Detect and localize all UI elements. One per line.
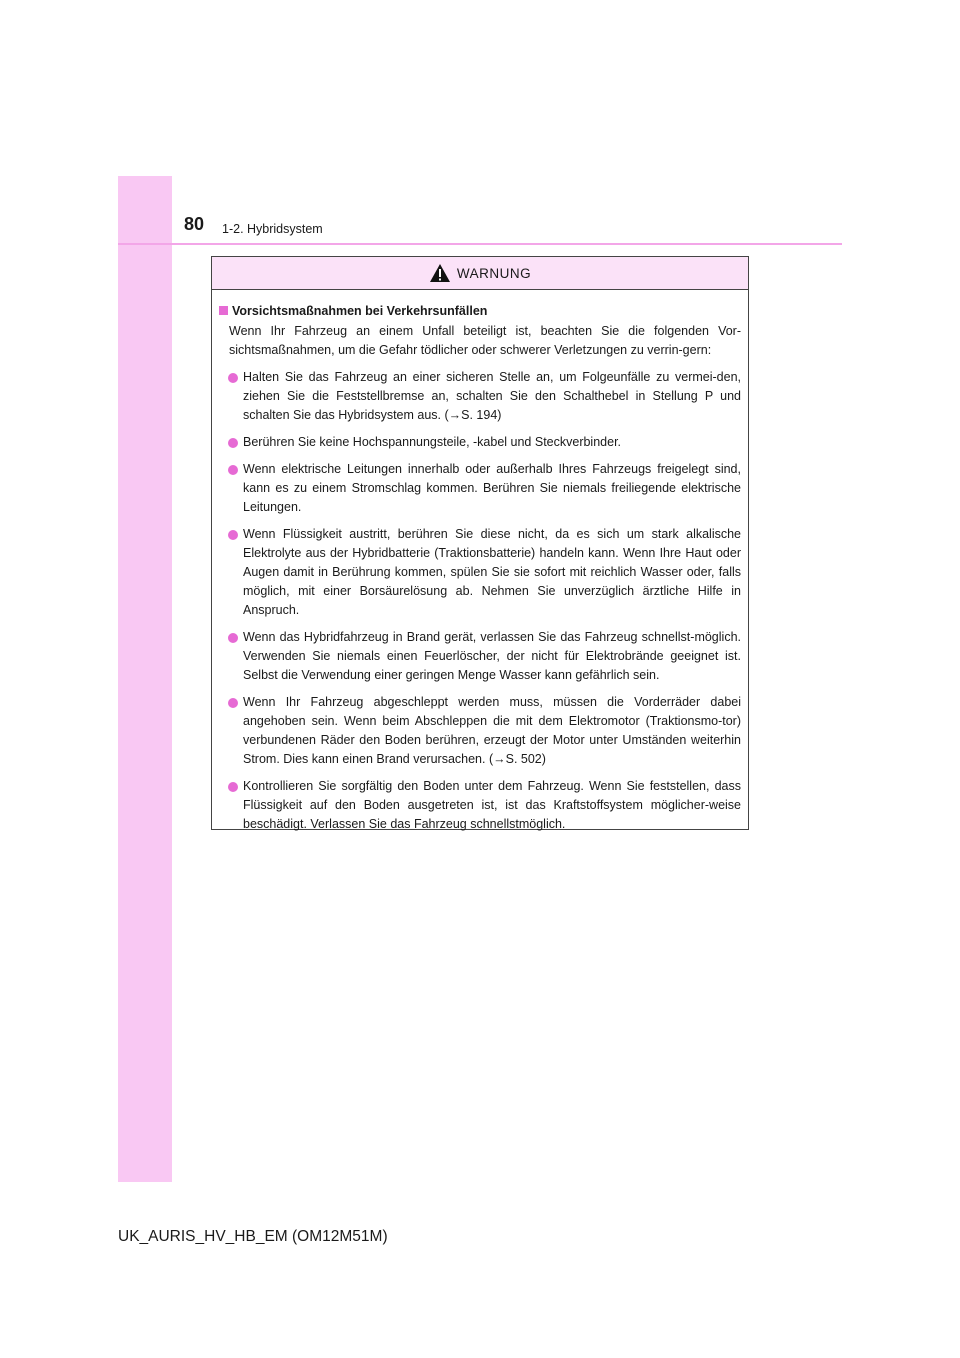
bullet-dot-icon [228,782,238,792]
bullet-dot-icon [228,633,238,643]
square-bullet-icon [219,306,228,315]
bullet-text: Wenn Ihr Fahrzeug abgeschleppt werden muss, müssen die Vorderräder dabei angehoben sein. Wenn beim Abschleppen die mit dem Elektromotor (Traktionsmo-tor) verbundenen Räder den Boden berühren, erzeugt der Motor unter Umständen weiterhin Strom. Dies kann einen Brand verursachen. (→S. 502) [243,695,741,766]
warning-body [212,290,748,834]
warning-box [211,256,749,830]
warning-intro: Wenn Ihr Fahrzeug an einem Unfall beteiligt ist, beachten Sie die folgenden Vor-sichtsmaßnahmen, um die Gefahr tödlicher oder schwerer Verletzungen zu verrin-gern: [229,324,741,357]
bullet-text: Wenn Flüssigkeit austritt, berühren Sie diese nicht, da es sich um stark alkalische Elektrolyte aus der Hybridbatterie (Traktionsbatterie) handeln kann. Wenn Ihre Haut oder Augen damit in Berührung kommen, spülen Sie sie sofort mit reichlich Wasser oder, falls möglich, mit einer Borsäurelösung ab. Nehmen Sie unverzüglich ärztliche Hilfe in Anspruch. [243,527,741,617]
page-number: 80 [184,214,205,234]
bullet-text: Wenn das Hybridfahrzeug in Brand gerät, verlassen Sie das Fahrzeug schnellst-möglich. Verwenden Sie niemals einen Feuerlöscher, der nicht für Elektrobrände geeignet ist. Selbst die Verwendung einer geringen Menge Wasser kann gefährlich sein. [243,630,741,682]
bullet-text: Berühren Sie keine Hochspannungsteile, -kabel und Steckverbinder. [243,435,622,449]
document-code: UK_AURIS_HV_HB_EM (OM12M51M) [118,1228,388,1245]
bullet-item [219,525,741,620]
side-color-bar [118,176,172,1182]
bullet-item [219,693,741,769]
warning-header [212,257,748,290]
section-title: 1-2. Hybridsystem [222,222,323,236]
bullet-dot-icon [228,698,238,708]
bullet-item [219,368,741,425]
bullet-text: Wenn elektrische Leitungen innerhalb oder außerhalb Ihres Fahrzeugs freigelegt sind, kann es zu einem Stromschlag kommen. Berühren Sie niemals freiliegende elektrische Leitungen. [243,462,741,514]
bullet-item [219,433,741,452]
warning-heading: Vorsichtsmaßnahmen bei Verkehrsunfällen [232,304,488,318]
warning-label: WARNUNG [456,265,532,281]
bullet-dot-icon [228,530,238,540]
bullet-text: Halten Sie das Fahrzeug an einer sicheren Stelle an, um Folgeunfälle zu vermei-den, ziehen Sie die Feststellbremse an, schalten Sie den Schalthebel in Stellung P und schalten Sie das Hybridsystem aus. (→S. 194) [243,370,741,422]
warning-heading-row [219,302,741,321]
bullet-item [219,460,741,517]
bullet-dot-icon [228,465,238,475]
bullet-dot-icon [228,373,238,383]
header-rule [118,243,842,245]
warning-bullet-list [219,368,741,834]
bullet-dot-icon [228,438,238,448]
warning-triangle-icon [429,263,451,283]
bullet-text: Kontrollieren Sie sorgfältig den Boden unter dem Fahrzeug. Wenn Sie feststellen, dass Flüssigkeit auf den Boden ausgetreten ist, ist das Kraftstoffsystem möglicher-weise beschädigt. Verlassen Sie das Fahrzeug schnellstmöglich. [243,779,741,831]
bullet-item [219,628,741,685]
bullet-item [219,777,741,834]
